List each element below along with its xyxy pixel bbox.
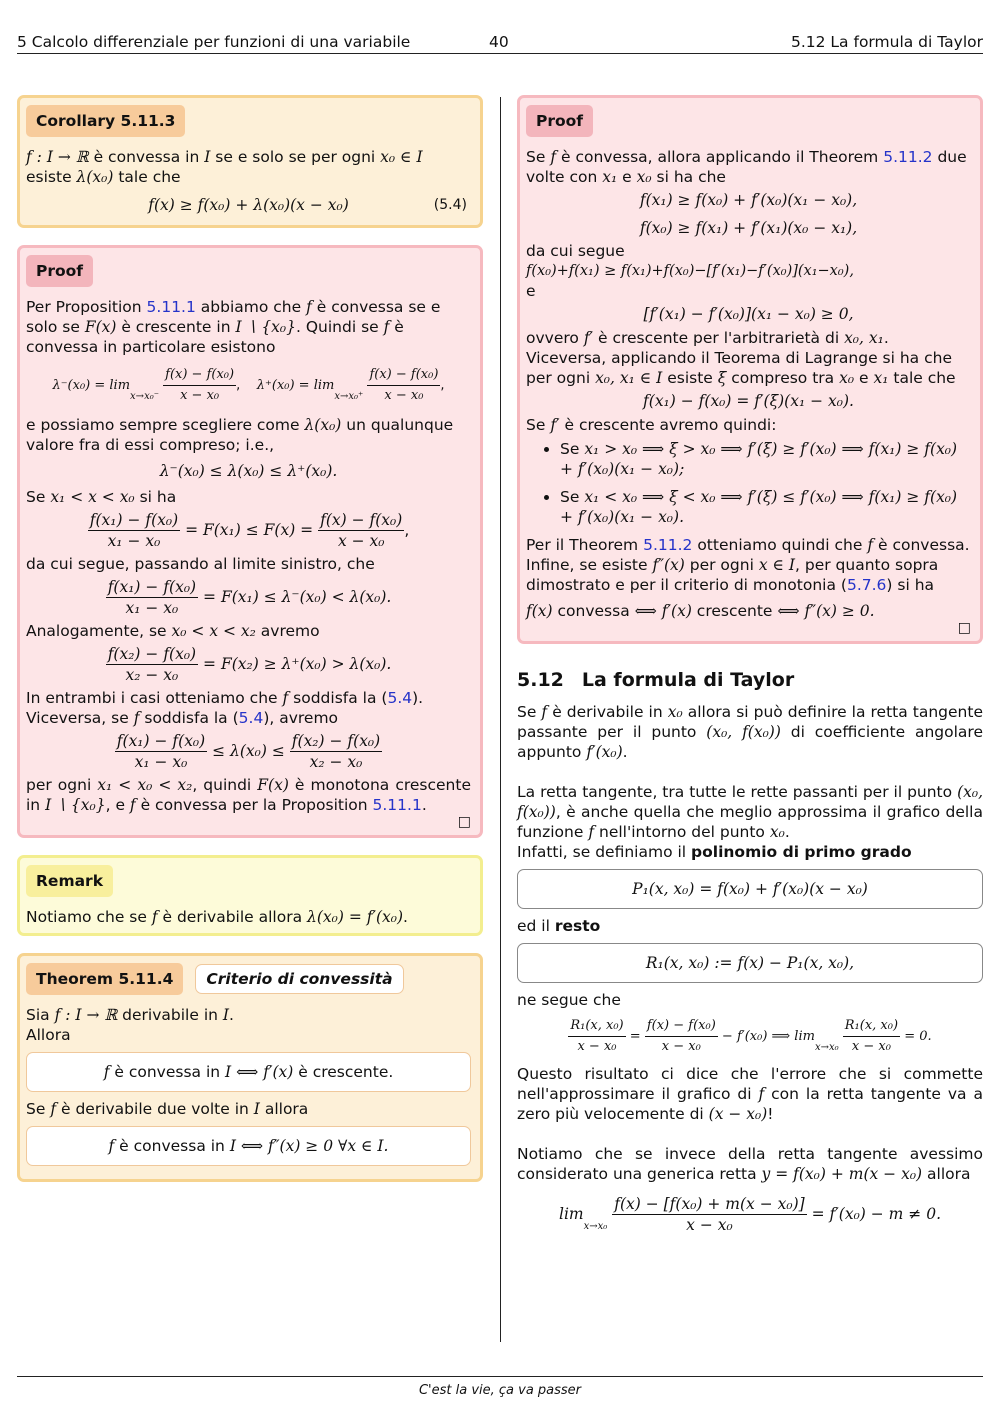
taylor-paragraph-1: Se f è derivabile in x₀ allora si può definire la retta tangente passante per il punto (x₀, f(x₀)) di coefficiente angolare appunto f′(x₀).: [517, 703, 983, 761]
proof-r-text-2: da cui segue: [526, 242, 625, 260]
difference-quotient-eq-1: $\frac{\text{f(x₁) − f(x₀)}}{\text{x₁ − x₀}}$ = F(x₁) ≤ F(x) = $\frac{\text{f(x) − f(x₀)}}{\text{x − x₀}}$ ,: [89, 511, 410, 550]
proof-r-eq-3: f(x₀)+f(x₁) ≥ f(x₁)+f(x₀)−[f′(x₁)−f′(x₀)](x₁−x₀),: [526, 263, 854, 279]
remark-text: Notiamo che se f è derivabile allora λ(x₀) = f′(x₀).: [26, 908, 408, 926]
qed-symbol: □: [957, 620, 971, 636]
theorem-link[interactable]: 5.11.2: [643, 536, 693, 554]
proof-paragraph-5: Analogamente, se x₀ < x < x₂ avremo: [26, 622, 320, 640]
list-item: • Se x₁ < x₀ ⟹ ξ < x₀ ⟹ f′(ξ) ≤ f′(x₀) ⟹ f(x₁) ≥ f(x₀) + f′(x₀)(x₁ − x₀).: [560, 487, 971, 527]
corollary-box: [17, 95, 483, 228]
proposition-link[interactable]: 5.11.1: [146, 298, 196, 316]
theorem-statement-1: f è convessa in I ⟺ f′(x) è crescente.: [26, 1052, 471, 1092]
case-list: [526, 439, 971, 527]
difference-quotient-eq-4: $\frac{\text{f(x₁) − f(x₀)}}{\text{x₁ − x₀}}$ ≤ λ(x₀) ≤ $\frac{\text{f(x₂) − f(x₀)}}{\text{x₂ − x₀}}$: [116, 732, 381, 771]
equation-5-4: f(x) ≥ f(x₀) + λ(x₀)(x − x₀) (5.4): [148, 196, 467, 214]
proof-r-paragraph-4: ovvero f′ è crescente per l'arbitrarietà di x₀, x₁. Viceversa, applicando il Teorema di Lagrange si ha che per ogni x₀, x₁ ∈ I esiste ξ compreso tra x₀ e x₁ tale che: [526, 329, 956, 387]
equation-link[interactable]: 5.4: [238, 709, 264, 727]
taylor-paragraph-7: Notiamo che se invece della retta tangente avessimo considerato una generica retta y = f(x₀) + m(x − x₀) allora: [517, 1145, 983, 1183]
qed-symbol: □: [457, 814, 471, 830]
one-sided-limits: $\lambda^-(x_0) = \lim_{x\to x_0^-}$ $\frac{\text{f(x) − f(x₀)}}{\text{x − x₀}}$ , $\lambda^+(x_0) = \lim_{x\to x_0^+}$ $\frac{\text{f(x) − f(x₀)}}{\text{x − x₀}}$ ,: [52, 367, 445, 403]
theorem-link[interactable]: 5.11.2: [883, 148, 933, 166]
lambda-inequality: λ⁻(x₀) ≤ λ(x₀) ≤ λ⁺(x₀).: [159, 462, 338, 480]
proof-r-paragraph-1: Se f è convessa, allora applicando il Theorem 5.11.2 due volte con x₁ e x₀ si ha che: [526, 148, 967, 186]
taylor-paragraph-6: Questo risultato ci dice che l'errore che si commette nell'approssimare il grafico di f con la retta tangente va a zero più velocemente di (x − x₀)!: [517, 1065, 983, 1123]
proof-paragraph-1: Per Proposition 5.11.1 abbiamo che f è convessa se e solo se F(x) è crescente in I ∖ {x₀}. Quindi se f è convessa in particolare esistono: [26, 298, 441, 356]
proof-r-paragraph-7: Per il Theorem 5.11.2 otteniamo quindi che f è convessa. Infine, se esiste f″(x) per ogni x ∈ I, per quanto sopra dimostrato e per il criterio di monotonia (5.7.6) si ha: [526, 536, 970, 594]
lagrange-equation: f(x₁) − f(x₀) = f′(ξ)(x₁ − x₀).: [643, 392, 854, 410]
remainder-box: R₁(x, x₀) := f(x) − P₁(x, x₀),: [517, 943, 983, 983]
proof-paragraph-6: In entrambi i casi otteniamo che f soddisfa la (5.4). Viceversa, se f soddisfa la (5.4), avremo: [26, 689, 424, 727]
proof-r-eq-1: f(x₁) ≥ f(x₀) + f′(x₀)(x₁ − x₀),: [639, 191, 858, 209]
section-heading: 5.12 La formula di Taylor: [517, 669, 795, 691]
proof-r-eq-2: f(x₀) ≥ f(x₁) + f′(x₁)(x₀ − x₁),: [639, 219, 858, 237]
proof-r-paragraph-6: Se f′ è crescente avremo quindi:: [526, 416, 777, 434]
equation-number: (5.4): [433, 197, 467, 213]
criterion-link[interactable]: 5.7.6: [846, 576, 887, 594]
footer-rule: [17, 1376, 983, 1377]
proof-box-right: [517, 95, 983, 644]
proof-paragraph-8: per ogni x₁ < x₀ < x₂, quindi F(x) è monotona crescente in I ∖ {x₀}, e f è convessa per la Proposition 5.11.1.: [26, 776, 471, 814]
theorem-subtitle: Criterio di convessità: [195, 964, 403, 994]
difference-quotient-eq-3: $\frac{\text{f(x₂) − f(x₀)}}{\text{x₂ − x₀}}$ = F(x₂) ≥ λ⁺(x₀) > λ(x₀).: [107, 645, 392, 684]
proof-r-eq-4: [f′(x₁) − f′(x₀)](x₁ − x₀) ≥ 0,: [643, 305, 854, 323]
header-chapter: 5 Calcolo differenziale per funzioni di una variabile: [17, 33, 411, 51]
proof-paragraph-3: Se x₁ < x < x₀ si ha: [26, 488, 177, 506]
remark-tag: Remark: [26, 865, 113, 897]
generic-line-limit-eq: $\lim_{x\to x_0}$ $\frac{\text{f(x) − [f(x₀) + m(x − x₀)]}}{\text{x − x₀}}$ = f′(x₀) − m ≠ 0.: [558, 1195, 942, 1234]
list-item: • Se x₁ > x₀ ⟹ ξ > x₀ ⟹ f′(ξ) ≥ f′(x₀) ⟹ f(x₁) ≥ f(x₀) + f′(x₀)(x₁ − x₀);: [560, 439, 971, 479]
header-section: 5.12 La formula di Taylor: [790, 33, 983, 51]
theorem-second-hypothesis: Se f è derivabile due volte in I allora: [26, 1100, 309, 1118]
equation-link[interactable]: 5.4: [387, 689, 413, 707]
difference-quotient-eq-2: $\frac{\text{f(x₁) − f(x₀)}}{\text{x₁ − x₀}}$ = F(x₁) ≤ λ⁻(x₀) < λ(x₀).: [107, 578, 392, 617]
theorem-hypothesis: Sia f : I → ℝ derivabile in I. Allora: [26, 1006, 234, 1044]
page-header: [17, 32, 983, 54]
theorem-tag: Theorem 5.11.4: [26, 963, 183, 995]
proposition-link[interactable]: 5.11.1: [372, 796, 422, 814]
proof-r-text-3: e: [526, 282, 536, 300]
corollary-tag: Corollary 5.11.3: [26, 105, 185, 137]
remark-box: [17, 855, 483, 936]
taylor-paragraph-4: ed il resto: [517, 917, 601, 935]
proof-paragraph-4: da cui segue, passando al limite sinistro, che: [26, 555, 375, 573]
first-degree-polynomial-box: P₁(x, x₀) = f(x₀) + f′(x₀)(x − x₀): [517, 869, 983, 909]
proof-box-left: [17, 245, 483, 838]
page-footer: C'est la vie, ça va passer: [418, 1383, 582, 1398]
remainder-limit-eq: $\frac{\text{R₁(x, x₀)}}{\text{x − x₀}}$ = $\frac{\text{f(x) − f(x₀)}}{\text{x − x₀}}$ − f′(x₀) ⟹ $\lim_{x\to x_0}$ $\frac{\text{R₁(x, x₀)}}{\text{x − x₀}}$ = 0.: [570, 1018, 932, 1054]
proof-paragraph-2: e possiamo sempre scegliere come λ(x₀) un qualunque valore fra di essi compreso; i.e.,: [26, 416, 454, 454]
right-column: [517, 95, 983, 1240]
taylor-paragraph-5: ne segue che: [517, 991, 621, 1009]
header-page-number: 40: [489, 33, 509, 51]
theorem-statement-2: f è convessa in I ⟺ f″(x) ≥ 0 ∀x ∈ I.: [26, 1126, 471, 1166]
corollary-statement: f : I → ℝ è convessa in I se e solo se per ogni x₀ ∈ I esiste λ(x₀) tale che: [26, 148, 423, 186]
proof-tag: Proof: [26, 255, 93, 287]
proof-tag: Proof: [526, 105, 593, 137]
left-column: [17, 95, 483, 1199]
final-equivalence: f(x) convessa ⟺ f′(x) crescente ⟺ f″(x) ≥ 0.: [526, 602, 875, 620]
theorem-box: [17, 953, 483, 1182]
taylor-paragraph-2: La retta tangente, tra tutte le rette passanti per il punto (x₀, f(x₀)), è anche quella che meglio approssima il grafico della funzione f nell'intorno del punto x₀. Infatti, se definiamo il polinomio di primo grado: [517, 783, 983, 861]
column-divider: [500, 97, 501, 1342]
